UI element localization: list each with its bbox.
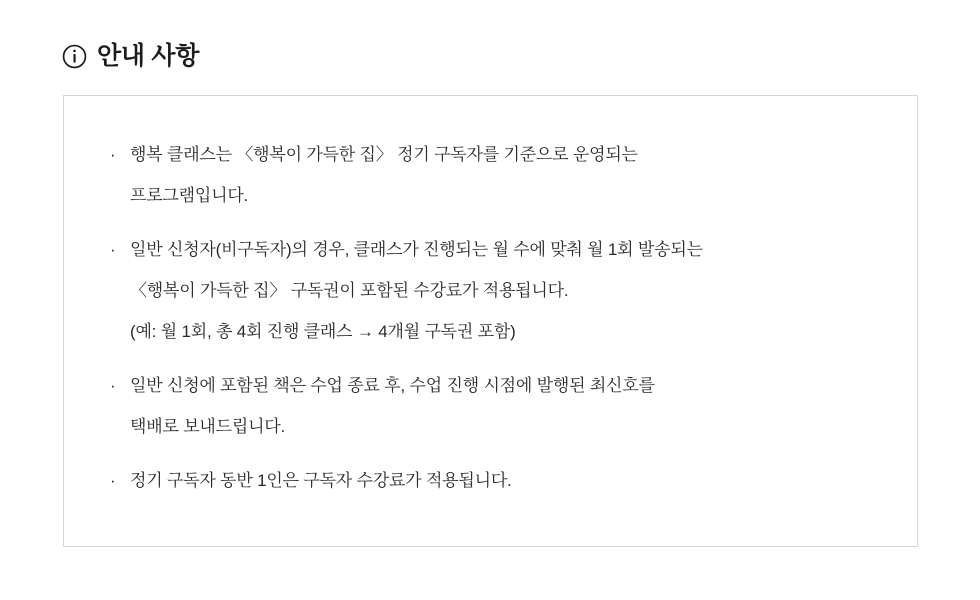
notice-line: 행복 클래스는 〈행복이 가득한 집〉 정기 구독자를 기준으로 운영되는 xyxy=(130,145,638,164)
notice-line: 정기 구독자 동반 1인은 구독자 수강료가 적용됩니다. xyxy=(130,471,512,490)
notice-heading xyxy=(62,44,199,69)
notice-line: 프로그램입니다. xyxy=(130,186,249,205)
notice-line: 일반 신청에 포함된 책은 수업 종료 후, 수업 진행 시점에 발행된 최신호를 xyxy=(130,376,655,395)
notice-line: 일반 신청자(비구독자)의 경우, 클래스가 진행되는 월 수에 맞춰 월 1회 발송되는 xyxy=(130,240,703,259)
notice-line-example: (예: 월 1회, 총 4회 진행 클래스 → 4개월 구독권 포함) xyxy=(130,322,516,341)
list-item xyxy=(108,229,873,352)
list-item xyxy=(108,460,873,501)
notice-list xyxy=(64,96,917,501)
notice-line: 〈행복이 가득한 집〉 구독권이 포함된 수강료가 적용됩니다. xyxy=(130,281,569,300)
bullet-icon: · xyxy=(110,145,116,164)
page-title: 안내 사항 xyxy=(97,42,200,70)
info-circle-icon xyxy=(62,44,87,69)
list-item xyxy=(108,134,873,216)
bullet-icon: · xyxy=(110,471,116,490)
bullet-icon: · xyxy=(110,376,116,395)
notice-line: 택배로 보내드립니다. xyxy=(130,417,286,436)
bullet-icon: · xyxy=(110,240,116,259)
list-item xyxy=(108,365,873,447)
notice-box xyxy=(63,95,918,547)
